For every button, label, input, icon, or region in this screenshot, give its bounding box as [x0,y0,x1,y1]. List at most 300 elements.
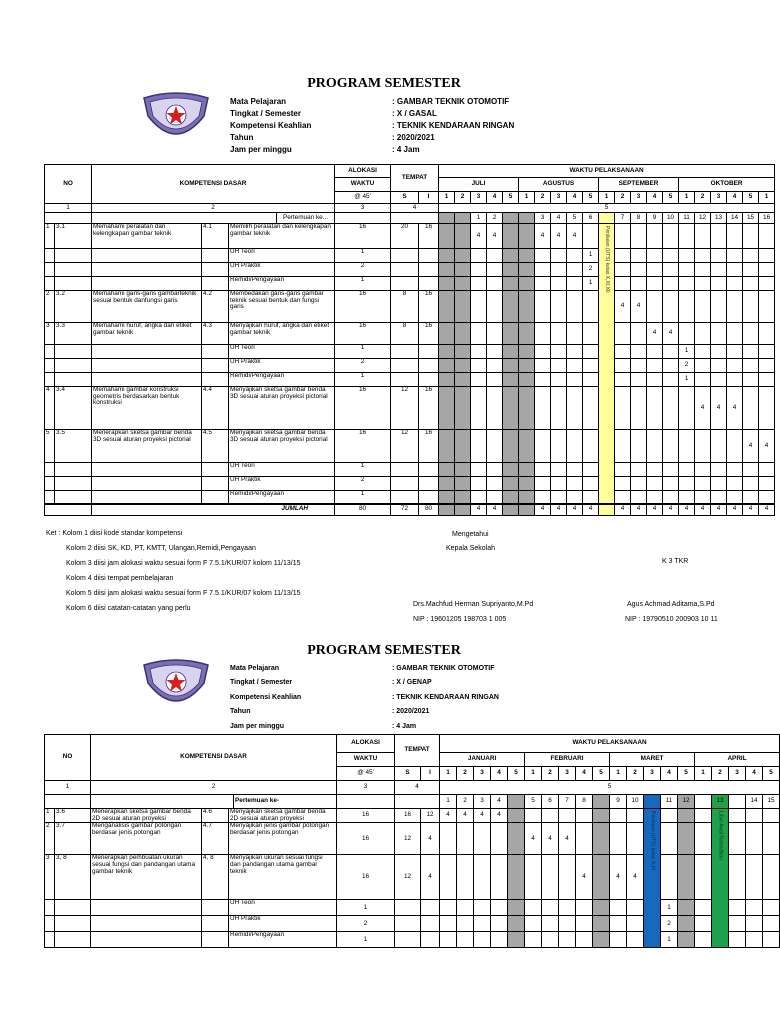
alokasi-waktu: 1 [335,463,391,477]
table-row [45,291,775,323]
empty-cell [45,795,91,809]
week-header: 4 [647,192,663,204]
week-value [679,477,695,491]
week-value [535,373,551,387]
week-header: 1 [759,192,775,204]
week-value [695,359,711,373]
pertemuan-number: 12 [678,795,695,809]
page-title-genap: PROGRAM SEMESTER [307,643,461,658]
week-value [743,359,759,373]
week-value [457,932,474,948]
tempat-s [395,900,421,916]
week-value [631,477,647,491]
week-value [663,345,679,359]
kd3-text: Memahami peralatan dan kelengkapan gambar teknik [92,224,202,249]
jumlah-s: 72 [391,504,419,516]
week-value [695,249,711,263]
tempat-s [395,932,421,948]
week-value [679,491,695,504]
week-value [583,387,599,430]
week-header: 5 [508,767,525,781]
pertemuan-number [599,213,615,224]
pertemuan-number: 7 [615,213,631,224]
pertemuan-number: 3 [535,213,551,224]
row-no: 2 [45,823,55,855]
header-waktu-pelaksanaan: WAKTU PELAKSANAAN [440,735,780,753]
week-value [727,491,743,504]
empty-cell [45,213,92,224]
week-value [729,932,746,948]
week-value [615,387,631,430]
week-value [678,900,695,916]
tempat-i [419,359,439,373]
kd3-text [92,277,202,291]
week-value [627,900,644,916]
alokasi-waktu: 1 [337,900,395,916]
empty-cell [92,213,277,224]
tempat-s [391,359,419,373]
kd3-text [92,345,202,359]
kd4-text: Remidi/Pengayaan [229,277,335,291]
signer-nip-1: NIP : 19601205 198703 1 005 [413,616,507,623]
uts-gasal-column [599,224,615,504]
week-value [615,359,631,373]
week-header: 5 [743,192,759,204]
week-value [627,809,644,823]
week-value [763,809,780,823]
kd3-code: 3.6 [55,809,91,823]
week-value [487,263,503,277]
week-value: 1 [679,373,695,387]
week-value [759,224,775,249]
keterangan-line: Kolom 2 diisi SK, KD, PT, KMTT, Ulangan,Remidi,Pengayaan [66,545,256,552]
kd3-code [55,932,91,948]
week-value [615,491,631,504]
empty-cell [391,213,439,224]
week-header: 3 [559,767,576,781]
week-value [457,823,474,855]
week-header: 4 [661,767,678,781]
week-header: 2 [627,767,644,781]
week-header: 2 [695,192,711,204]
week-value: 2 [679,359,695,373]
week-value [615,430,631,463]
pertemuan-number: 15 [763,795,780,809]
week-value [503,477,519,491]
week-value [576,932,593,948]
week-value: 4 [440,809,457,823]
week-value [471,491,487,504]
kd4-code [202,932,229,948]
tempat-i [419,463,439,477]
week-value [508,900,525,916]
week-value [567,387,583,430]
kd3-text [92,491,202,504]
week-value [711,477,727,491]
alokasi-waktu: 16 [335,291,391,323]
week-value [647,291,663,323]
week-value [647,463,663,477]
month-header: FEBRUARI [525,753,610,767]
week-value [508,823,525,855]
week-value [711,277,727,291]
tempat-s: 8 [391,291,419,323]
week-value [551,323,567,345]
week-value [678,855,695,900]
week-value [695,291,711,323]
row-no [45,263,55,277]
kd3-text [92,359,202,373]
kd4-text: UH Teori [229,900,337,916]
week-value [759,359,775,373]
kd3-code [55,477,92,491]
table-row [45,916,780,932]
signer-name-1: Drs.Machfud Herman Supriyanto,M.Pd [413,601,534,608]
week-value [743,491,759,504]
week-value [519,291,535,323]
table-row [45,359,775,373]
week-value [615,277,631,291]
alokasi-waktu: 16 [337,855,395,900]
week-value [663,224,679,249]
week-value [711,249,727,263]
week-value [551,373,567,387]
week-value [491,823,508,855]
jumlah-week-value: 4 [471,504,487,516]
week-value: 4 [631,291,647,323]
week-value [743,277,759,291]
week-value [610,809,627,823]
alokasi-waktu: 16 [337,809,395,823]
libur-ramadhan-column-text: Libur Awal Ramadhan [717,811,724,860]
week-header: 4 [746,767,763,781]
kd4-code: 4, 8 [202,855,229,900]
week-value [647,249,663,263]
week-value [491,855,508,900]
pertemuan-number: 7 [559,795,576,809]
week-value [647,491,663,504]
week-value [535,477,551,491]
week-value [457,916,474,932]
week-value [631,249,647,263]
week-value [503,277,519,291]
jumlah-week-value: 4 [615,504,631,516]
week-value [567,463,583,477]
week-value [647,387,663,430]
week-value [679,387,695,430]
week-value: 4 [627,855,644,900]
week-value [695,823,712,855]
week-value [567,491,583,504]
week-value [743,373,759,387]
table-row [45,277,775,291]
pertemuan-number [503,213,519,224]
week-value [661,855,678,900]
info-block-gasal [230,97,530,157]
week-value [593,900,610,916]
school-logo-icon [140,90,212,142]
jumlah-i: 80 [419,504,439,516]
week-value [551,477,567,491]
week-value [759,345,775,359]
week-value [631,263,647,277]
week-value: 4 [487,224,503,249]
kd3-code [55,345,92,359]
week-value [439,224,455,249]
tempat-i [419,373,439,387]
kd3-code [55,359,92,373]
week-header: 1 [439,192,455,204]
week-value [631,430,647,463]
pertemuan-number: 6 [583,213,599,224]
week-value [763,916,780,932]
week-value [610,932,627,948]
info-label: Kompetensi Keahlian [230,121,312,130]
week-value [593,916,610,932]
week-value [535,249,551,263]
week-value [535,345,551,359]
week-value [535,430,551,463]
week-value [439,387,455,430]
pertemuan-number: 8 [576,795,593,809]
pertemuan-number [439,213,455,224]
week-value [487,477,503,491]
week-value: 4 [711,387,727,430]
kd4-code [202,277,229,291]
kd3-code [55,373,92,387]
row-no [45,359,55,373]
week-value [503,224,519,249]
info-label: Mata Pelajaran [230,665,280,672]
week-value [487,387,503,430]
week-value [519,387,535,430]
pertemuan-number: 5 [525,795,542,809]
tempat-s [391,463,419,477]
week-value [631,359,647,373]
week-header: 3 [644,767,661,781]
week-value [631,345,647,359]
info-value: : X / GASAL [392,109,437,118]
week-value [535,463,551,477]
info-value: : 2020/2021 [392,708,430,715]
week-value: 4 [576,855,593,900]
table-row [45,224,775,249]
kd4-text: Remidi/Pengayaan [229,932,337,948]
school-logo-icon [140,657,212,709]
week-value [679,463,695,477]
info-label: Jam per minggu [230,145,292,154]
tempat-s: 20 [391,224,419,249]
week-value [763,855,780,900]
week-value [631,277,647,291]
week-header: 4 [567,192,583,204]
empty-cell [45,504,92,516]
tempat-s [391,345,419,359]
week-value [471,277,487,291]
week-value [759,323,775,345]
pertemuan-number: 2 [487,213,503,224]
week-value [551,345,567,359]
alokasi-waktu: 16 [335,430,391,463]
info-label: Tahun [230,133,254,142]
week-value [663,359,679,373]
week-value [679,263,695,277]
week-value [711,430,727,463]
jumlah-week-value: 4 [487,504,503,516]
kd3-text [91,932,202,948]
week-value [559,855,576,900]
tempat-s: 8 [391,323,419,345]
kd4-text: Memilih peralatan dan kelengkapan gambar teknik [229,224,335,249]
week-value [519,249,535,263]
week-value [508,932,525,948]
alokasi-waktu: 1 [335,373,391,387]
kd4-text: UH Praktik [229,263,335,277]
week-value [471,249,487,263]
header-s: S [391,192,419,204]
week-value [455,387,471,430]
week-value [491,916,508,932]
pertemuan-number: 10 [663,213,679,224]
kd4-code [202,345,229,359]
week-value: 4 [663,323,679,345]
week-value [593,932,610,948]
week-value [647,224,663,249]
tempat-s: 12 [395,855,421,900]
week-value [695,263,711,277]
week-value [503,263,519,277]
week-value [567,430,583,463]
week-value [487,491,503,504]
pertemuan-label: Pertemuan ke- [234,795,337,809]
header-menit: @ 45' [337,767,395,781]
jumlah-week-value: 4 [711,504,727,516]
week-value [695,345,711,359]
week-value [711,224,727,249]
alokasi-waktu: 1 [335,249,391,263]
table-row [45,373,775,387]
week-header: 5 [678,767,695,781]
week-value [679,249,695,263]
week-value [695,855,712,900]
week-header: 3 [711,192,727,204]
week-value [647,477,663,491]
week-value [559,932,576,948]
week-value [615,477,631,491]
col-num: 4 [395,781,440,795]
alokasi-waktu: 2 [335,263,391,277]
pertemuan-number: 1 [471,213,487,224]
header-i: I [421,767,440,781]
week-value [727,323,743,345]
week-value [678,809,695,823]
kd4-code [202,491,229,504]
week-value [743,387,759,430]
week-value [503,323,519,345]
week-value: 1 [661,932,678,948]
kd3-text: Menerapkan sketsa gambar benda 2D sesuai aturan proyeksi [91,809,202,823]
week-value [503,291,519,323]
week-value [503,387,519,430]
week-value [647,373,663,387]
header-no: NO [45,165,92,204]
jumlah-week-value: 4 [679,504,695,516]
week-value [455,323,471,345]
keterangan-line: Kolom 5 diisi jam alokasi waktu sesuai form F 7.5.1/KUR/07 kolom 11/13/15 [66,590,301,597]
week-value [711,491,727,504]
row-no [45,463,55,477]
kd3-text [91,900,202,916]
week-value [679,323,695,345]
alokasi-waktu: 2 [335,477,391,491]
week-value [759,387,775,430]
week-value [439,491,455,504]
week-header: 4 [491,767,508,781]
week-value [711,359,727,373]
week-value [647,345,663,359]
week-value [542,900,559,916]
kd3-code: 3.4 [55,387,92,430]
tempat-s: 12 [391,430,419,463]
week-value [583,359,599,373]
month-header: SEPTEMBER [599,178,679,192]
week-value [576,916,593,932]
kd4-text: UH Praktik [229,916,337,932]
week-value [727,263,743,277]
week-value [663,491,679,504]
week-header: 2 [712,767,729,781]
table-row [45,823,780,855]
week-value [503,491,519,504]
col-num: 1 [45,204,92,213]
pertemuan-label: Pertemuan ke... [277,213,335,224]
pertemuan-number: 10 [627,795,644,809]
pertemuan-number: 11 [661,795,678,809]
week-value [439,373,455,387]
week-value [583,477,599,491]
empty-cell [337,795,395,809]
col-num: 3 [337,781,395,795]
week-value [474,916,491,932]
kd3-text: Memahami gambar konstruksi geometris berdasarkan bentuk konstruksi [92,387,202,430]
signer-nip-2: NIP : 19790510 200903 10 11 [625,616,718,623]
week-value: 4 [542,823,559,855]
week-value [746,809,763,823]
week-header: 1 [679,192,695,204]
week-value [663,387,679,430]
week-value [542,855,559,900]
week-value [519,345,535,359]
column-number-row [45,781,780,795]
kd4-text: Membedakan garis-garis gambar teknik sesuai bentuk dan fungsi garis [229,291,335,323]
week-value [519,463,535,477]
tempat-s: 16 [395,809,421,823]
col-num: 5 [440,781,780,795]
week-value: 4 [491,809,508,823]
week-value: 4 [647,323,663,345]
week-header: 3 [729,767,746,781]
kd4-code [202,249,229,263]
week-value [663,373,679,387]
pertemuan-number: 14 [746,795,763,809]
week-value [535,277,551,291]
row-no [45,373,55,387]
week-value [729,900,746,916]
keterangan-line: Ket : Kolom 1 diisi kode standar kompetensi [46,530,183,537]
week-header: 5 [503,192,519,204]
week-value [551,263,567,277]
week-value [440,916,457,932]
